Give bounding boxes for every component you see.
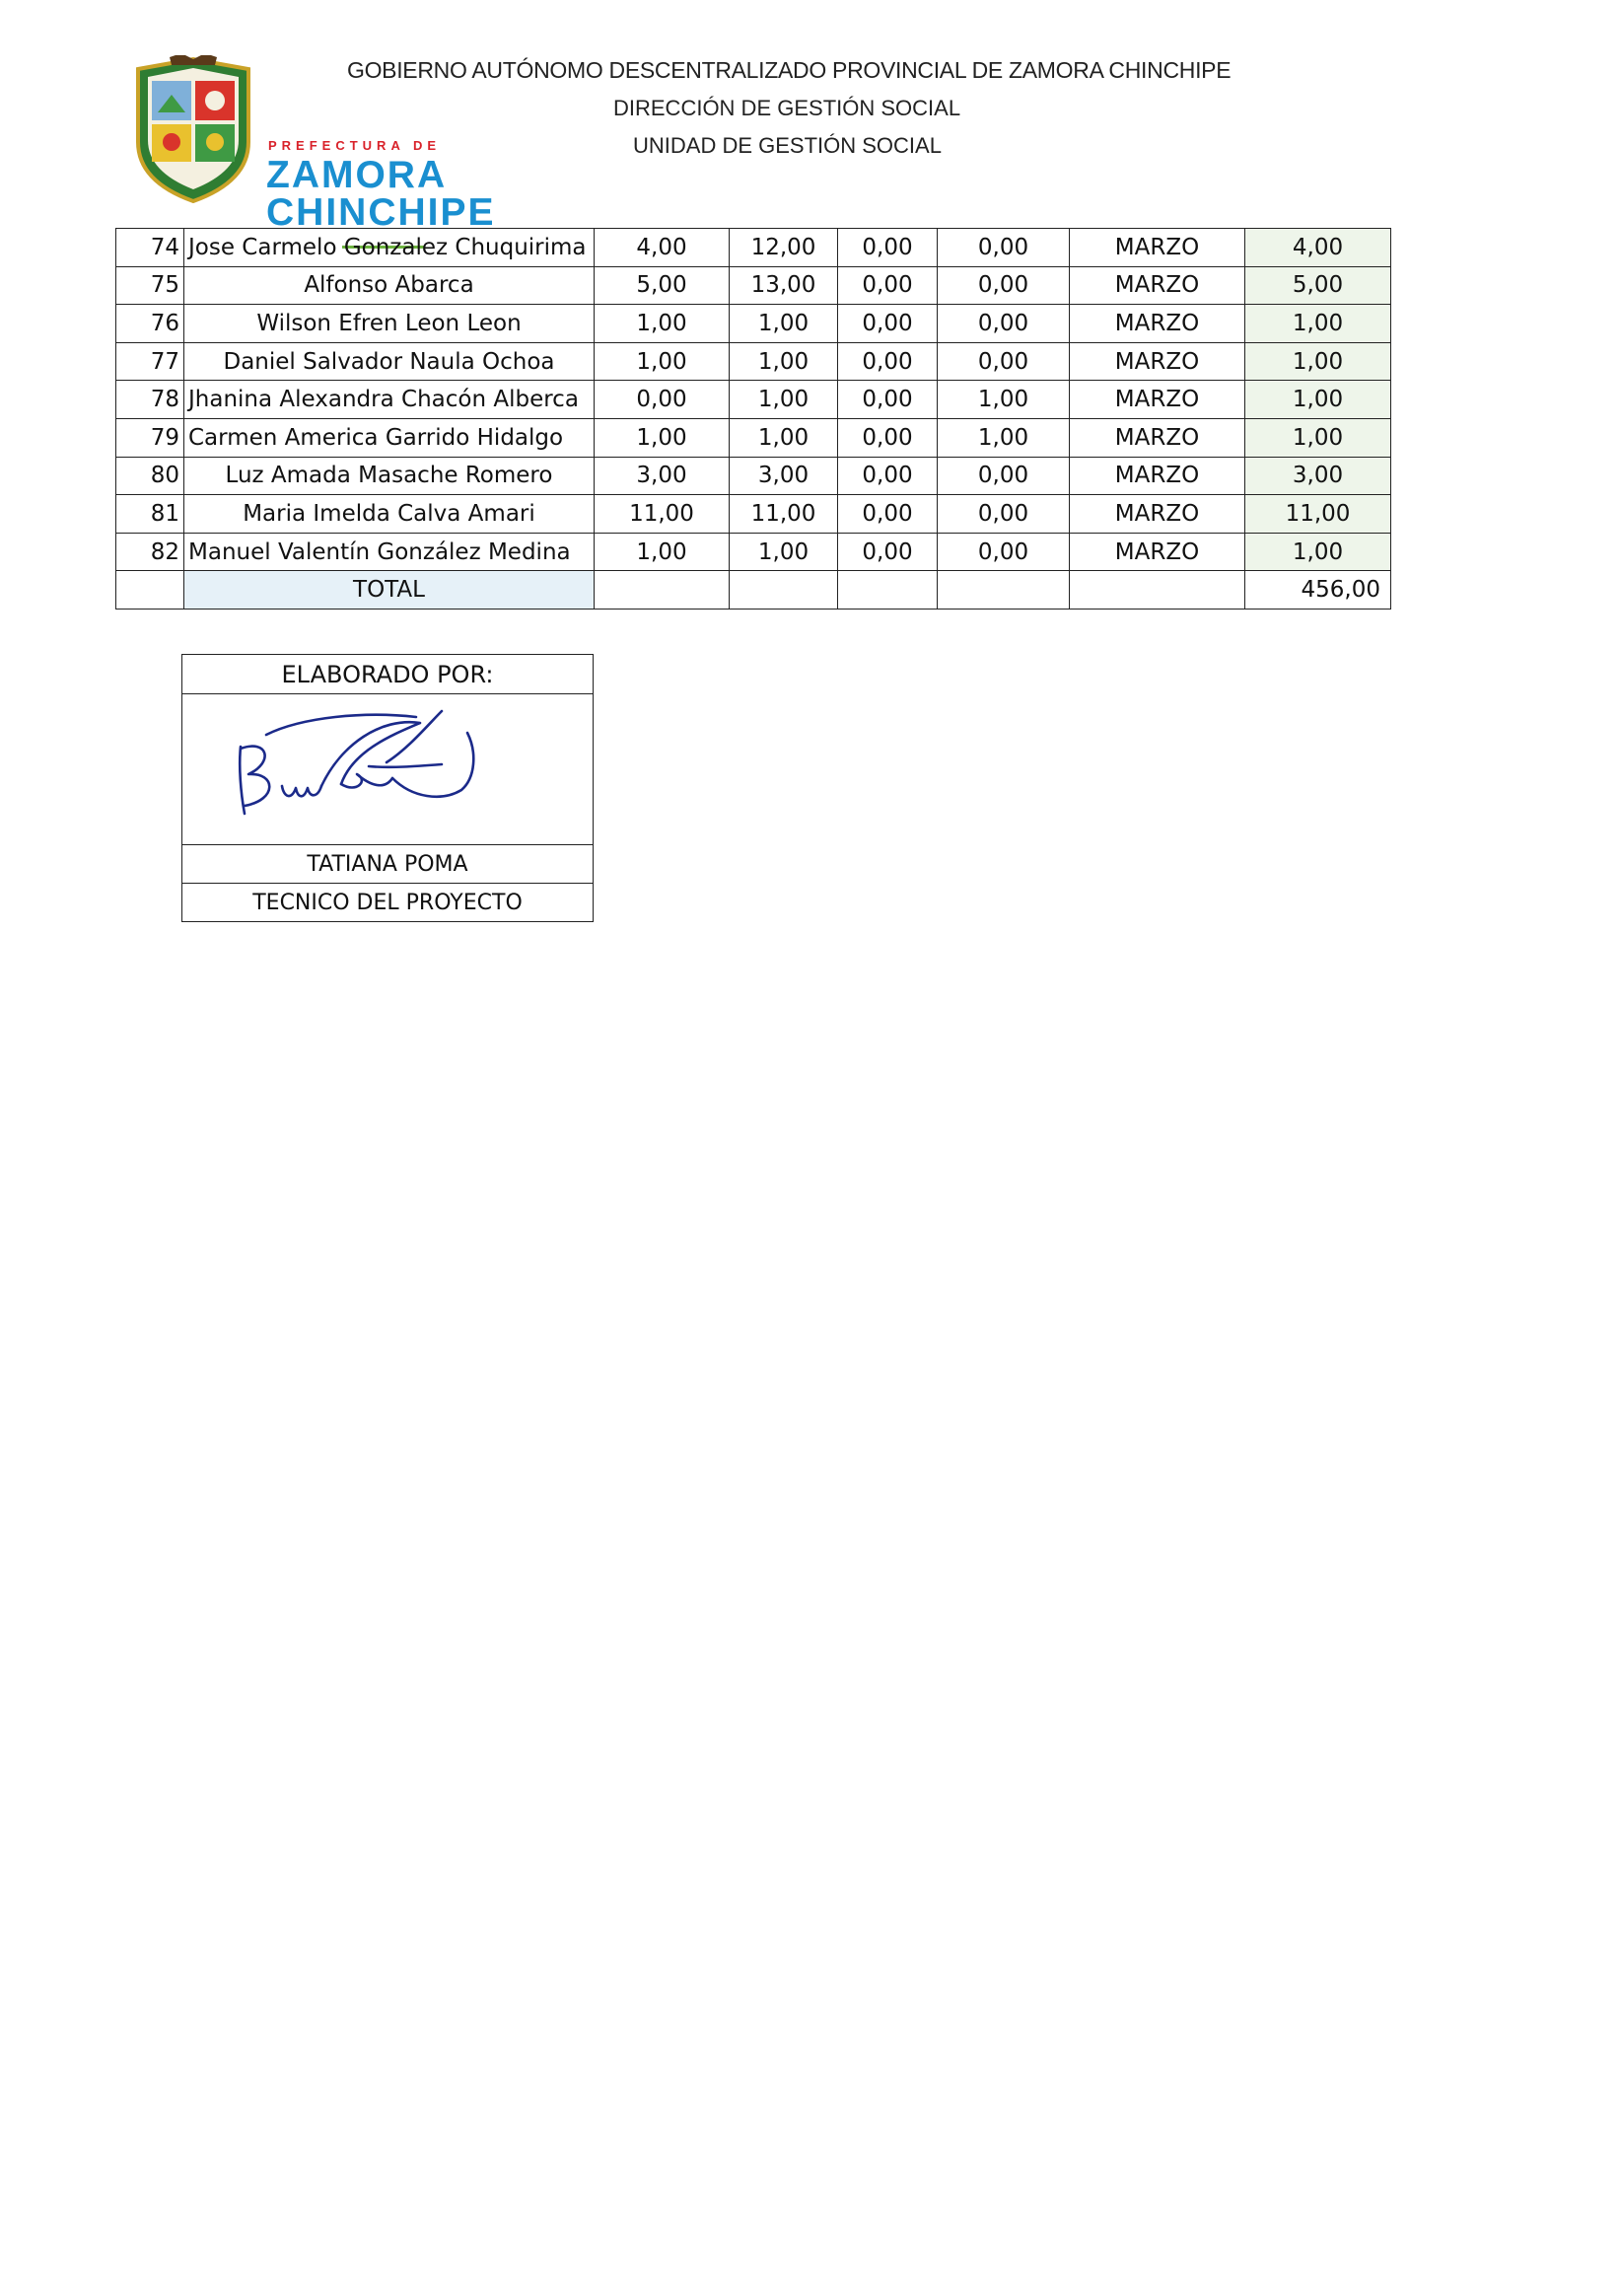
row-number: 80 [116, 457, 184, 495]
beneficiary-name: Jose Carmelo Gonzalez Chuquirima [184, 229, 595, 267]
total-row [116, 571, 1391, 610]
value-col-1: 1,00 [595, 533, 730, 571]
value-col-1: 1,00 [595, 342, 730, 381]
signature-box [181, 654, 594, 922]
value-col-1: 11,00 [595, 495, 730, 534]
row-total: 5,00 [1245, 266, 1391, 305]
value-col-1: 4,00 [595, 229, 730, 267]
value-col-1: 1,00 [595, 305, 730, 343]
row-total: 1,00 [1245, 305, 1391, 343]
beneficiary-name: Jhanina Alexandra Chacón Alberca [184, 381, 595, 419]
total-blank [116, 571, 184, 610]
header-unit: UNIDAD DE GESTIÓN SOCIAL [633, 133, 942, 158]
value-col-2: 1,00 [730, 305, 838, 343]
value-col-4: 0,00 [938, 305, 1070, 343]
row-total: 1,00 [1245, 533, 1391, 571]
value-col-3: 0,00 [838, 533, 938, 571]
value-col-4: 0,00 [938, 495, 1070, 534]
beneficiary-name: Luz Amada Masache Romero [184, 457, 595, 495]
row-total: 3,00 [1245, 457, 1391, 495]
value-col-3: 0,00 [838, 418, 938, 457]
signature-area [182, 694, 594, 845]
value-col-2: 11,00 [730, 495, 838, 534]
value-col-2: 1,00 [730, 533, 838, 571]
value-col-1: 1,00 [595, 418, 730, 457]
beneficiary-name: Daniel Salvador Naula Ochoa [184, 342, 595, 381]
total-blank [595, 571, 730, 610]
month-cell: MARZO [1070, 418, 1245, 457]
month-cell: MARZO [1070, 495, 1245, 534]
table-row [116, 495, 1391, 534]
logo-chinchipe: CHINCHIPE [266, 191, 496, 234]
total-label: TOTAL [184, 571, 595, 610]
table-row [116, 305, 1391, 343]
signature-title: ELABORADO POR: [182, 655, 594, 694]
row-number: 79 [116, 418, 184, 457]
value-col-2: 1,00 [730, 342, 838, 381]
value-col-3: 0,00 [838, 457, 938, 495]
value-col-1: 3,00 [595, 457, 730, 495]
row-number: 78 [116, 381, 184, 419]
beneficiary-name: Manuel Valentín González Medina [184, 533, 595, 571]
table-row [116, 266, 1391, 305]
total-value: 456,00 [1245, 571, 1391, 610]
row-number: 77 [116, 342, 184, 381]
value-col-3: 0,00 [838, 495, 938, 534]
row-total: 4,00 [1245, 229, 1391, 267]
row-total: 11,00 [1245, 495, 1391, 534]
value-col-1: 0,00 [595, 381, 730, 419]
value-col-2: 13,00 [730, 266, 838, 305]
month-cell: MARZO [1070, 342, 1245, 381]
beneficiary-name: Carmen America Garrido Hidalgo [184, 418, 595, 457]
row-number: 81 [116, 495, 184, 534]
row-number: 82 [116, 533, 184, 571]
value-col-2: 1,00 [730, 418, 838, 457]
table-row [116, 533, 1391, 571]
row-total: 1,00 [1245, 418, 1391, 457]
month-cell: MARZO [1070, 533, 1245, 571]
value-col-2: 1,00 [730, 381, 838, 419]
value-col-4: 0,00 [938, 342, 1070, 381]
table-row [116, 229, 1391, 267]
coat-of-arms-icon [130, 55, 256, 203]
month-cell: MARZO [1070, 305, 1245, 343]
table-row [116, 381, 1391, 419]
value-col-3: 0,00 [838, 266, 938, 305]
total-blank [1070, 571, 1245, 610]
logo-prefix: PREFECTURA DE [268, 138, 442, 153]
month-cell: MARZO [1070, 457, 1245, 495]
row-number: 74 [116, 229, 184, 267]
handwritten-signature [183, 695, 594, 843]
value-col-4: 0,00 [938, 266, 1070, 305]
beneficiary-name: Maria Imelda Calva Amari [184, 495, 595, 534]
value-col-2: 12,00 [730, 229, 838, 267]
value-col-3: 0,00 [838, 229, 938, 267]
signer-role: TECNICO DEL PROYECTO [182, 884, 594, 922]
row-number: 76 [116, 305, 184, 343]
table-row [116, 342, 1391, 381]
month-cell: MARZO [1070, 266, 1245, 305]
beneficiaries-table [115, 228, 1391, 610]
value-col-4: 0,00 [938, 533, 1070, 571]
row-number: 75 [116, 266, 184, 305]
total-blank [938, 571, 1070, 610]
total-blank [838, 571, 938, 610]
header-government: GOBIERNO AUTÓNOMO DESCENTRALIZADO PROVINCIAL DE ZAMORA CHINCHIPE [347, 57, 1232, 83]
month-cell: MARZO [1070, 381, 1245, 419]
beneficiary-name: Wilson Efren Leon Leon [184, 305, 595, 343]
signer-name: TATIANA POMA [182, 845, 594, 884]
value-col-3: 0,00 [838, 342, 938, 381]
table-row [116, 418, 1391, 457]
value-col-4: 1,00 [938, 381, 1070, 419]
value-col-3: 0,00 [838, 381, 938, 419]
beneficiary-name: Alfonso Abarca [184, 266, 595, 305]
total-blank [730, 571, 838, 610]
value-col-4: 0,00 [938, 457, 1070, 495]
value-col-1: 5,00 [595, 266, 730, 305]
table-row [116, 457, 1391, 495]
value-col-3: 0,00 [838, 305, 938, 343]
value-col-4: 1,00 [938, 418, 1070, 457]
value-col-2: 3,00 [730, 457, 838, 495]
month-cell: MARZO [1070, 229, 1245, 267]
row-total: 1,00 [1245, 381, 1391, 419]
header-direction: DIRECCIÓN DE GESTIÓN SOCIAL [613, 96, 961, 120]
row-total: 1,00 [1245, 342, 1391, 381]
value-col-4: 0,00 [938, 229, 1070, 267]
logo-zamora: ZAMORA [266, 154, 448, 196]
